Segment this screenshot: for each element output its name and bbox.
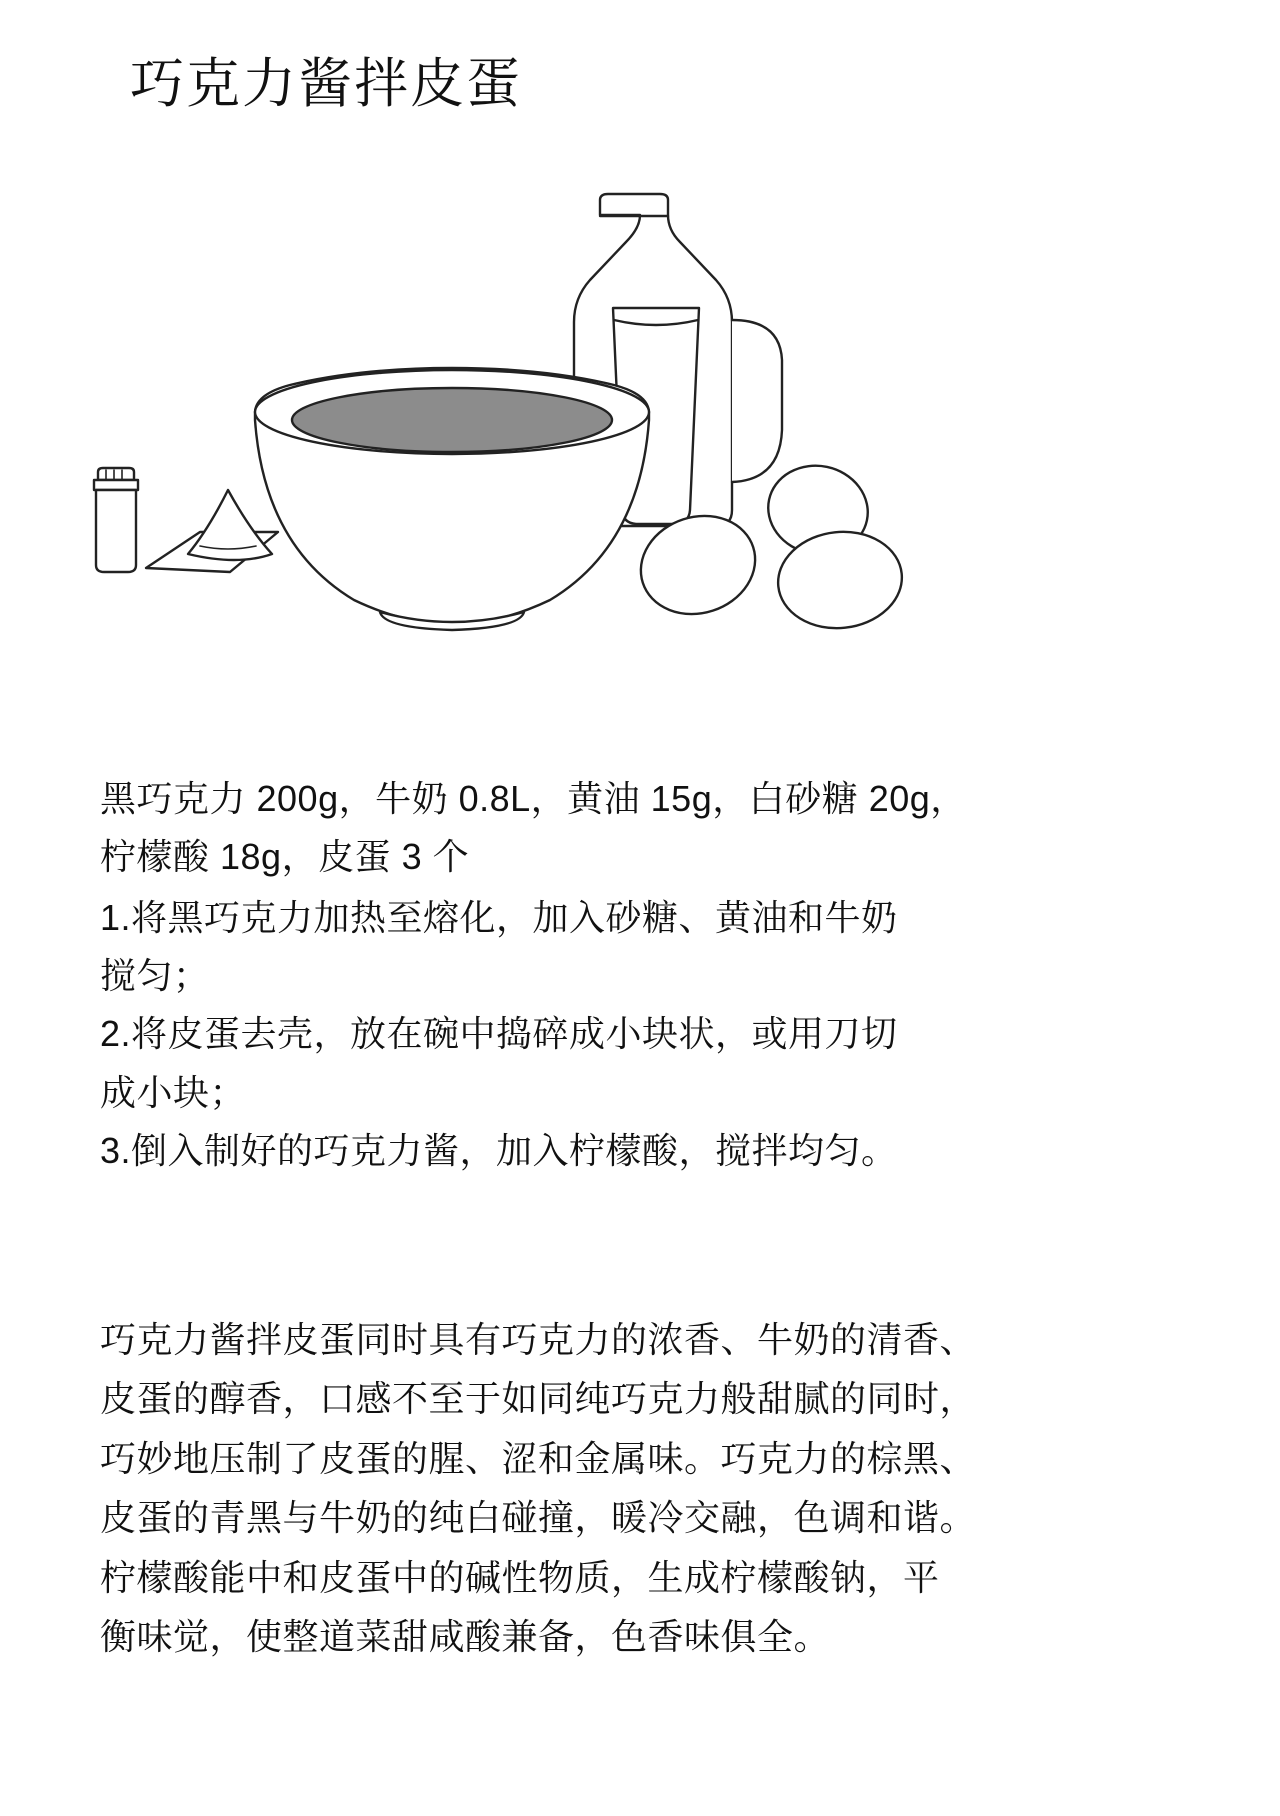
description-line: 衡味觉，使整道菜甜咸酸兼备，色香味俱全。 — [100, 1615, 831, 1657]
bowl-icon — [255, 368, 649, 630]
step-line: 搅匀； — [100, 954, 210, 996]
step-line: 成小块； — [100, 1071, 247, 1113]
description-line: 巧克力酱拌皮蛋同时具有巧克力的浓香、牛奶的清香、 — [100, 1319, 977, 1360]
sugar-pile-icon — [146, 490, 278, 572]
description-line: 皮蛋的青黑与牛奶的纯白碰撞，暖冷交融，色调和谐。 — [100, 1497, 977, 1539]
description-line: 柠檬酸能中和皮蛋中的碱性物质，生成柠檬酸钠，平 — [100, 1556, 940, 1598]
ingredients-line-2: 柠檬酸 18g，皮蛋 3 个 — [100, 836, 470, 878]
step-line: 3.倒入制好的巧克力酱，加入柠檬酸，搅拌均匀。 — [100, 1129, 898, 1171]
recipe-illustration — [80, 180, 1200, 640]
step-line: 1.将黑巧克力加热至熔化，加入砂糖、黄油和牛奶 — [100, 896, 898, 938]
ingredients-block — [100, 770, 1190, 887]
description-line: 巧妙地压制了皮蛋的腥、涩和金属味。巧克力的棕黑、 — [100, 1437, 977, 1479]
page-title: 巧克力酱拌皮蛋 — [130, 54, 522, 114]
description-block — [100, 1310, 1200, 1666]
step-line: 2.将皮蛋去壳，放在碗中捣碎成小块状，或用刀切 — [100, 1013, 898, 1055]
steps-block — [100, 889, 1190, 1181]
recipe-body — [100, 770, 1190, 1180]
ingredients-line-1: 黑巧克力 200g，牛奶 0.8L，黄油 15g，白砂糖 20g， — [100, 778, 967, 819]
description-line: 皮蛋的醇香，口感不至于如同纯巧克力般甜腻的同时， — [100, 1378, 977, 1420]
bottle-icon — [94, 468, 138, 572]
